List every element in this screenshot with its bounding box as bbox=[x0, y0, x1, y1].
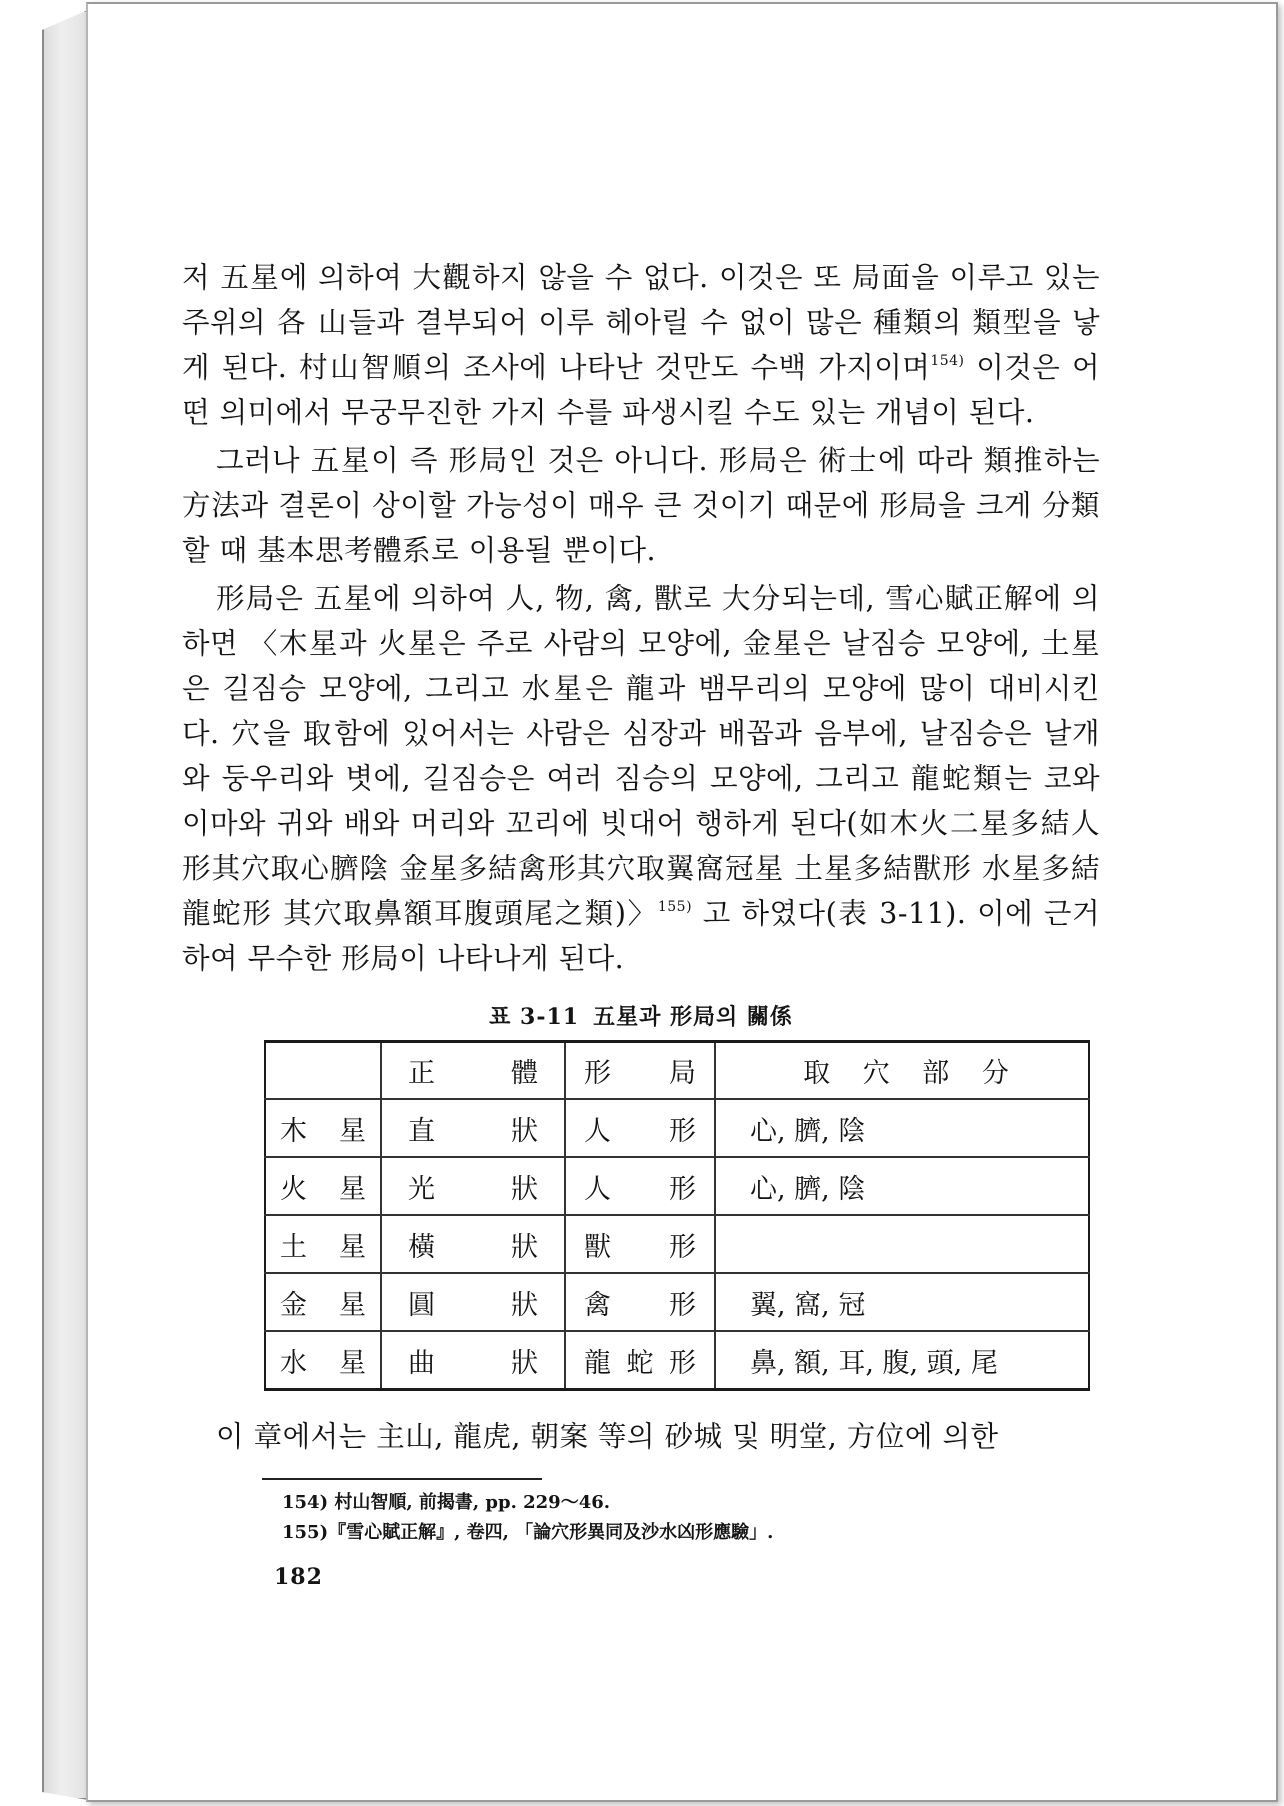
table-row bbox=[265, 1157, 1089, 1215]
footnote-ref-154: 154) bbox=[930, 353, 965, 369]
book-spine bbox=[42, 10, 88, 1800]
table-cell: 水 星 bbox=[265, 1331, 381, 1390]
table-row bbox=[265, 1215, 1089, 1273]
table-cell: 土 星 bbox=[265, 1215, 381, 1273]
table-caption-title: 五星과 形局의 關係 bbox=[593, 1004, 793, 1030]
table-cell: 禽 形 bbox=[565, 1273, 715, 1331]
footnote-155: 155)『雪心賦正解』, 卷四, 「論穴形異同及沙水凶形應驗」. bbox=[282, 1522, 774, 1543]
paragraph-4: 이 章에서는 主山, 龍虎, 朝案 等의 砂城 및 明堂, 方位에 의한 bbox=[216, 1420, 999, 1453]
table-row bbox=[265, 1273, 1089, 1331]
table-caption bbox=[182, 1000, 1100, 1031]
table-cell: 圓 狀 bbox=[381, 1273, 565, 1331]
table-cell: 人 形 bbox=[565, 1099, 715, 1157]
body-text-continued bbox=[182, 1414, 1100, 1459]
table-header-cell: 形 局 bbox=[565, 1042, 715, 1100]
table-cell: 翼, 窩, 冠 bbox=[715, 1273, 1089, 1331]
table-caption-number: 표 3-11 bbox=[489, 1004, 580, 1030]
footnote-ref-155: 155) bbox=[657, 899, 693, 915]
table-cell: 木 星 bbox=[265, 1099, 381, 1157]
table-cell: 光 狀 bbox=[381, 1157, 565, 1215]
table-row bbox=[265, 1331, 1089, 1390]
table-row bbox=[265, 1099, 1089, 1157]
table-cell: 獸 形 bbox=[565, 1215, 715, 1273]
table-cell: 火 星 bbox=[265, 1157, 381, 1215]
paragraph-3: 形局은 五星에 의하여 人, 物, 禽, 獸로 大分되는데, 雪心賦正解에 의하면 〈木星과 火星은 주로 사람의 모양에, 金星은 날짐승 모양에, 土星은 길짐승 모양에, 그리고 水星은 龍과 뱀무리의 모양에 많이 대비시킨다. 穴을 取함에 있어서는 사람은 심장과 배꼽과 음부에, 날짐승은 날개와 둥우리와 볏에, 길짐승은 여러 짐승의 모양에, 그리고 龍蛇類는 코와 이마와 귀와 배와 머리와 꼬리에 빗대어 행하게 된다(如木火二星多結人形其穴取心臍陰 金星多結禽形其穴取翼窩冠星 土星多結獸形 水星多結龍蛇形 其穴取鼻額耳腹頭尾之類)〉$^{155)}$ 고 하였다(表 3-11). 이에 근거하여 무수한 形局이 나타나게 된다. bbox=[182, 582, 1100, 975]
table-cell: 曲 狀 bbox=[381, 1331, 565, 1390]
table-header-row bbox=[265, 1042, 1089, 1100]
paragraph-1: 저 五星에 의하여 大觀하지 않을 수 없다. 이것은 또 局面을 이루고 있는 주위의 各 山들과 결부되어 이루 헤아릴 수 없이 많은 種類의 類型을 낳게 된다. 村山智順의 조사에 나타난 것만도 수백 가지이며$^{154)}$ 이것은 어떤 의미에서 무궁무진한 가지 수를 파생시킬 수도 있는 개념이 된다. bbox=[182, 261, 1100, 429]
body-text bbox=[182, 255, 1100, 981]
table-header-cell: 取 穴 部 分 bbox=[715, 1042, 1089, 1100]
five-stars-table bbox=[264, 1040, 1090, 1391]
table-cell: 金 星 bbox=[265, 1273, 381, 1331]
table-cell: 龍 蛇 形 bbox=[565, 1331, 715, 1390]
page-number: 182 bbox=[274, 1564, 323, 1590]
footnote-154: 154) 村山智順, 前揭書, pp. 229～46. bbox=[282, 1492, 611, 1513]
paragraph-2: 그러나 五星이 즉 形局인 것은 아니다. 形局은 術士에 따라 類推하는 方法과 결론이 상이할 가능성이 매우 큰 것이기 때문에 形局을 크게 分類할 때 基本思考體系로 이용될 뿐이다. bbox=[182, 444, 1100, 567]
footnotes bbox=[282, 1488, 1082, 1548]
footnote-divider bbox=[262, 1478, 542, 1480]
table-cell: 橫 狀 bbox=[381, 1215, 565, 1273]
table-cell: 心, 臍, 陰 bbox=[715, 1099, 1089, 1157]
table-cell: 直 狀 bbox=[381, 1099, 565, 1157]
table-cell: 人 形 bbox=[565, 1157, 715, 1215]
table-cell: 心, 臍, 陰 bbox=[715, 1157, 1089, 1215]
table-header-cell: 正 體 bbox=[381, 1042, 565, 1100]
table-cell: 鼻, 額, 耳, 腹, 頭, 尾 bbox=[715, 1331, 1089, 1390]
table-header-cell bbox=[265, 1042, 381, 1100]
table-cell bbox=[715, 1215, 1089, 1273]
